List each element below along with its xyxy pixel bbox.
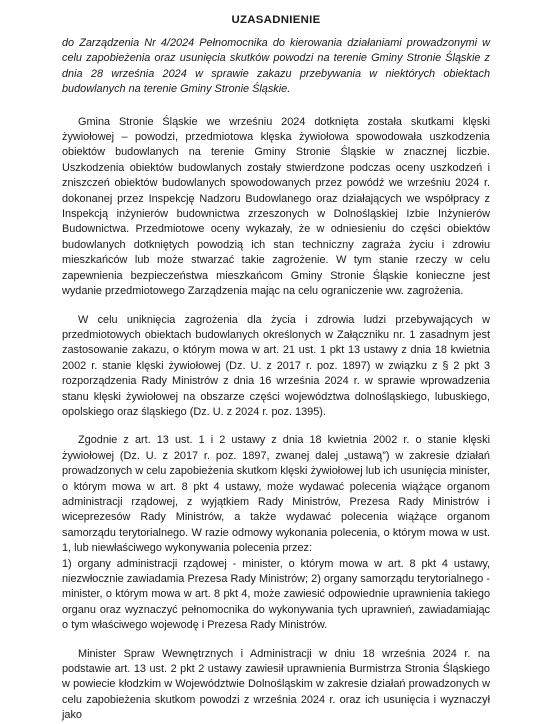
paragraph-3: Zgodnie z art. 13 ust. 1 i 2 ustawy z dnia 18 kwietnia 2002 r. o stanie klęski żywiołowej (Dz. U. z 2017 r. poz. 1897, zwanej dalej „ustawą”) w zakresie działań prowadzonych w celu zapobieżenia skutkom klęski żywiołowej lub ich usunięcia minister, o którym mowa w art. 8 pkt 4 ustawy, może wydawać polecenia wiążące organom administracji rządowej, z wyjątkiem Rady Ministrów, Prezesa Rady Ministrów i wiceprezesów Rady Ministrów, a także wydawać polecenia wiążące organom samorządu terytorialnego. W razie odmowy wykonania polecenia, o którym mowa w ust. 1, lub niewłaściwego wykonywania polecenia przez: [62,434,490,555]
paragraph-1: Gmina Stronie Śląskie we wrześniu 2024 dotknięta została skutkami klęski żywiołowej – powodzi, przedmiotowa klęska żywiołowa spowodowała uszkodzenia obiektów budowlanych na terenie Gminy Stronie Śląskie w znacznej liczbie. Uszkodzenia obiektów budowlanych zostały stwierdzone podczas oceny uszkodzeń i zniszczeń obiektów budowlanych spowodowanych przez powódź we wrześniu 2024 r. dokonanej przez Inspekcję Nadzoru Budowlanego oraz działających we współpracy z Inspekcją inżynierów budownictwa zrzeszonych w Dolnośląskiej Izbie Inżynierów Budownictwa. Przedmiotowe oceny wykazały, że w odniesieniu do części obiektów budowlanych dotkniętych powodzią ich stan techniczny zagraża życiu i zdrowiu mieszkańców lub może stwarzać takie zagrożenie. W tym stanie rzeczy w celu zapewnienia bezpieczeństwa mieszkańcom Gminy Stronie Śląskie konieczne jest wydanie przedmiotowego Zarządzenia mając na celu ograniczenie ww. zagrożenia. [62,115,490,298]
document-title: UZASADNIENIE [231,14,321,26]
paragraph-2: W celu uniknięcia zagrożenia dla życia i zdrowia ludzi przebywających w przedmiotowych obiektach budowlanych określonych w Załączniku nr. 1 zasadnym jest zastosowanie zakazu, o którym mowa w art. 21 ust. 1 pkt 13 ustawy z dnia 18 kwietnia 2002 r. stanie klęski żywiołowej (Dz. U. z 2017 r. poz. 1897) w związku z § 2 pkt 3 rozporządzenia Rady Ministrów z dnia 16 września 2024 r. w sprawie wprowadzenia stanu klęski żywiołowej na obszarze części województwa dolnośląskiego, lubuskiego, opolskiego oraz śląskiego (Dz. U. z 2024 r. poz. 1395). [62,313,490,418]
document-subtitle: do Zarządzenia Nr 4/2024 Pełnomocnika do kierowania działaniami prowadzonymi w celu zapobieżenia oraz usunięcia skutków powodzi na terenie Gminy Stronie Śląskie z dnia 28 września 2024 w sprawie zakazu przebywania w niektórych obiektach budowlanych na terenie Gminy Stronie Śląskie. [62,37,490,96]
paragraph-4: Minister Spraw Wewnętrznych i Administracji w dniu 18 września 2024 r. na podstawie art. 13 ust. 2 pkt 2 ustawy zawiesił uprawnienia Burmistrza Stronia Śląskiego w powiecie kłodzkim w Województwie Dolnośląskim w zakresie działań prowadzonych w celu zapobieżenia skutkom powodzi z września 2024 r. oraz ich usunięcia i wyznaczył jako [62,647,490,722]
paragraph-3-list: 1) organy administracji rządowej - minister, o którym mowa w art. 8 pkt 4 ustawy, niezwłocznie zawiadamia Prezesa Rady Ministrów; 2) organy samorządu terytorialnego - minister, o którym mowa w art. 8 pkt 4, może zawiesić odpowiednie uprawnienia takiego organu oraz wyznaczyć pełnomocnika do wykonywania tych uprawnień, zawiadamiając o tym właściwego wojewodę i Prezesa Rady Ministrów. [62,557,490,632]
